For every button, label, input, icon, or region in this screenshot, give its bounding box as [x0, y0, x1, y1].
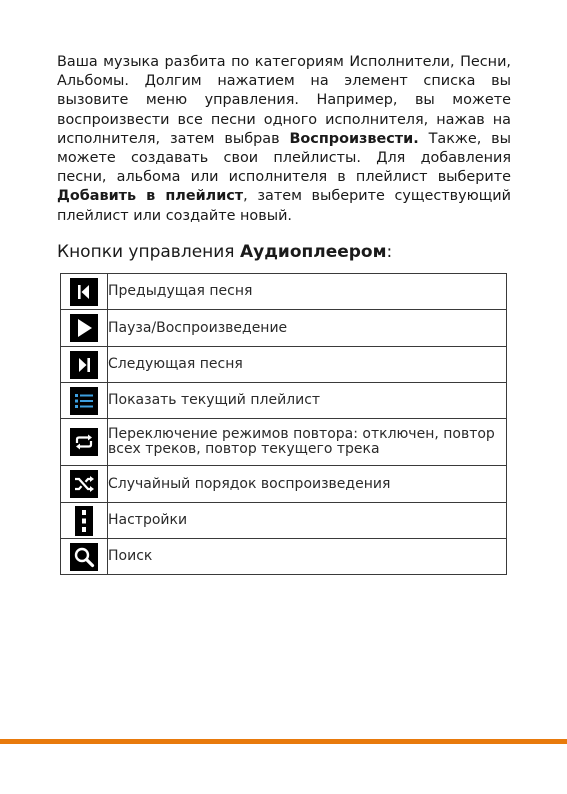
intro-paragraph — [57, 53, 511, 226]
table-row — [61, 383, 507, 419]
icon-cell — [61, 310, 108, 347]
search-icon — [70, 543, 98, 571]
icon-cell — [61, 419, 108, 466]
table-row — [61, 503, 507, 539]
paragraph-text: Ваша музыка разбита по категориям Исполнители, Песни, Альбомы. Долгим нажатием на элемент списка вы вызовите меню управления. Например, вы можете воспроизвести все песни одного исполнителя, нажав на исполнителя, затем выбрав — [57, 54, 511, 147]
heading-suffix: : — [386, 242, 393, 262]
footer-accent-bar — [0, 739, 567, 744]
table-row — [61, 274, 507, 310]
skip-previous-icon — [70, 278, 98, 306]
play-icon — [70, 314, 98, 342]
controls-table — [60, 273, 507, 575]
skip-next-icon — [70, 351, 98, 379]
playlist-icon — [70, 387, 98, 415]
paragraph-bold-play: Воспроизвести. — [289, 130, 419, 147]
control-label: Пауза/Воспроизведение — [108, 310, 507, 347]
shuffle-icon — [70, 470, 98, 498]
control-label: Показать текущий плейлист — [108, 383, 507, 419]
heading-prefix: Кнопки управления — [57, 242, 240, 262]
control-label: Предыдущая песня — [108, 274, 507, 310]
paragraph-bold-add: Добавить в плейлист — [57, 188, 244, 205]
control-label: Следующая песня — [108, 347, 507, 383]
heading-bold: Аудиоплеером — [239, 242, 387, 262]
control-label: Поиск — [108, 539, 507, 575]
paragraph-text: , затем выберите существующий плейлист или создайте новый. — [57, 188, 511, 224]
table-row — [61, 347, 507, 383]
icon-cell — [61, 383, 108, 419]
repeat-icon — [70, 428, 98, 456]
icon-cell — [61, 347, 108, 383]
control-label: Переключение режимов повтора: отключен, повтор всех треков, повтор текущего трека — [108, 419, 507, 466]
icon-cell — [61, 503, 108, 539]
icon-cell — [61, 274, 108, 310]
paragraph-text: Также, вы можете создавать свои плейлисты. Для добавления песни, альбома или исполнителя в плейлист выберите — [57, 130, 511, 186]
icon-cell — [61, 539, 108, 575]
table-row — [61, 419, 507, 466]
control-label: Настройки — [108, 503, 507, 539]
menu-dots-icon — [75, 506, 93, 536]
control-label: Случайный порядок воспроизведения — [108, 466, 507, 503]
table-row — [61, 539, 507, 575]
table-row — [61, 466, 507, 503]
icon-cell — [61, 466, 108, 503]
table-row — [61, 310, 507, 347]
controls-heading — [57, 240, 511, 264]
